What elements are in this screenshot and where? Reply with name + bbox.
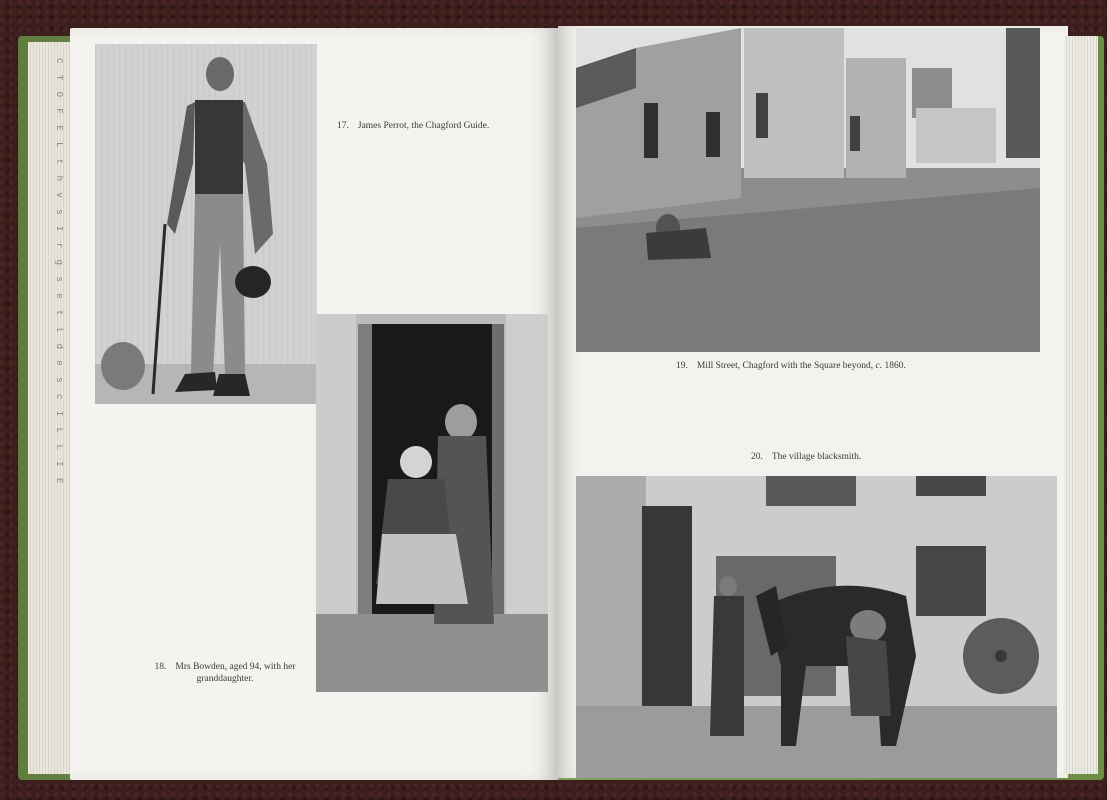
photo-village-blacksmith — [576, 476, 1057, 778]
caption-plate-19: 19. Mill Street, Chagford with the Square beyond, c. 1860. — [676, 361, 906, 371]
photo-james-perrot — [95, 44, 317, 404]
spine-text: C T O F E L t h v s I r g s e t i d e s c I L L I E — [54, 58, 64, 487]
caption-plate-18: 18. Mrs Bowden, aged 94, with her granddaughter. — [154, 662, 296, 684]
caption-plate-17: 17. James Perrot, the Chagford Guide. — [337, 121, 490, 131]
page-edges-right — [1064, 36, 1098, 774]
caption-plate-20: 20. The village blacksmith. — [751, 452, 862, 462]
photo-mill-street — [576, 28, 1040, 352]
photo-mrs-bowden — [316, 314, 548, 692]
